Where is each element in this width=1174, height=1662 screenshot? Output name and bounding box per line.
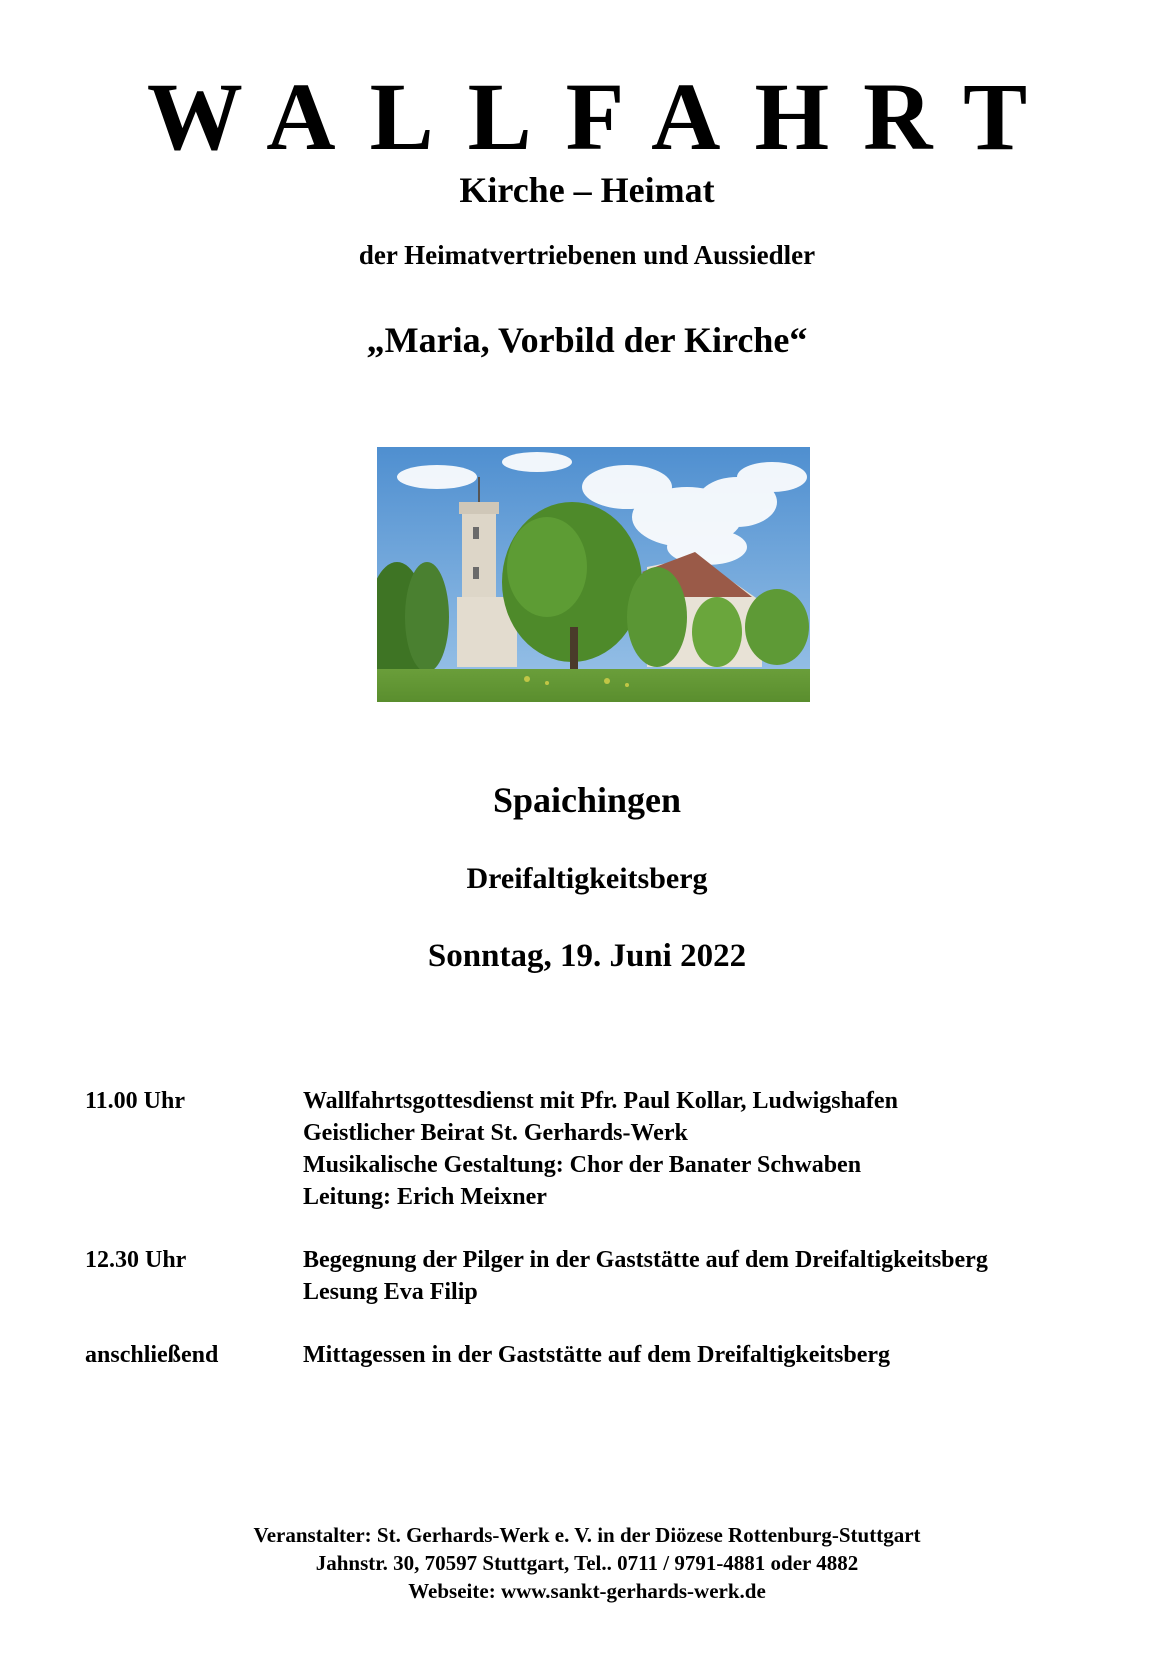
subtitle: Kirche – Heimat (459, 170, 715, 210)
schedule-description (303, 1244, 988, 1308)
church-photo (377, 447, 810, 702)
address-line: Jahnstr. 30, 70597 Stuttgart, Tel.. 0711 / 9791-4881 oder 4882 (315, 1551, 859, 1575)
event-place: Spaichingen (492, 780, 682, 820)
organizer-line: Veranstalter: St. Gerhards-Werk e. V. in der Diözese Rottenburg-Stuttgart (253, 1523, 921, 1547)
schedule-line: Lesung Eva Filip (303, 1279, 478, 1305)
motto: „Maria, Vorbild der Kirche“ (366, 320, 808, 360)
schedule-description (303, 1339, 890, 1371)
audience-line: der Heimatvertriebenen und Aussiedler (358, 240, 816, 270)
meadow (377, 669, 810, 702)
event-venue: Dreifaltigkeitsberg (466, 862, 708, 895)
schedule-time: 12.30 Uhr (85, 1247, 187, 1273)
schedule-line: Begegnung der Pilger in der Gaststätte auf dem Dreifaltigkeitsberg (303, 1247, 988, 1273)
page-title: WALLFAHRT (146, 63, 1062, 170)
schedule-time: anschließend (85, 1342, 219, 1368)
schedule (0, 1085, 1174, 1402)
schedule-description (303, 1085, 898, 1213)
schedule-time: 11.00 Uhr (85, 1088, 186, 1114)
website-line[interactable]: Webseite: www.sankt-gerhards-werk.de (408, 1579, 766, 1603)
event-date: Sonntag, 19. Juni 2022 (427, 938, 747, 974)
schedule-row (0, 1339, 1174, 1371)
schedule-line: Wallfahrtsgottesdienst mit Pfr. Paul Kollar, Ludwigshafen (303, 1088, 898, 1114)
schedule-line: Leitung: Erich Meixner (303, 1184, 547, 1210)
footer (0, 1521, 1174, 1605)
schedule-row (0, 1244, 1174, 1308)
schedule-line: Musikalische Gestaltung: Chor der Banater Schwaben (303, 1152, 862, 1178)
schedule-line: Geistlicher Beirat St. Gerhards-Werk (303, 1120, 688, 1146)
schedule-line: Mittagessen in der Gaststätte auf dem Dreifaltigkeitsberg (303, 1342, 891, 1368)
schedule-row (0, 1085, 1174, 1213)
